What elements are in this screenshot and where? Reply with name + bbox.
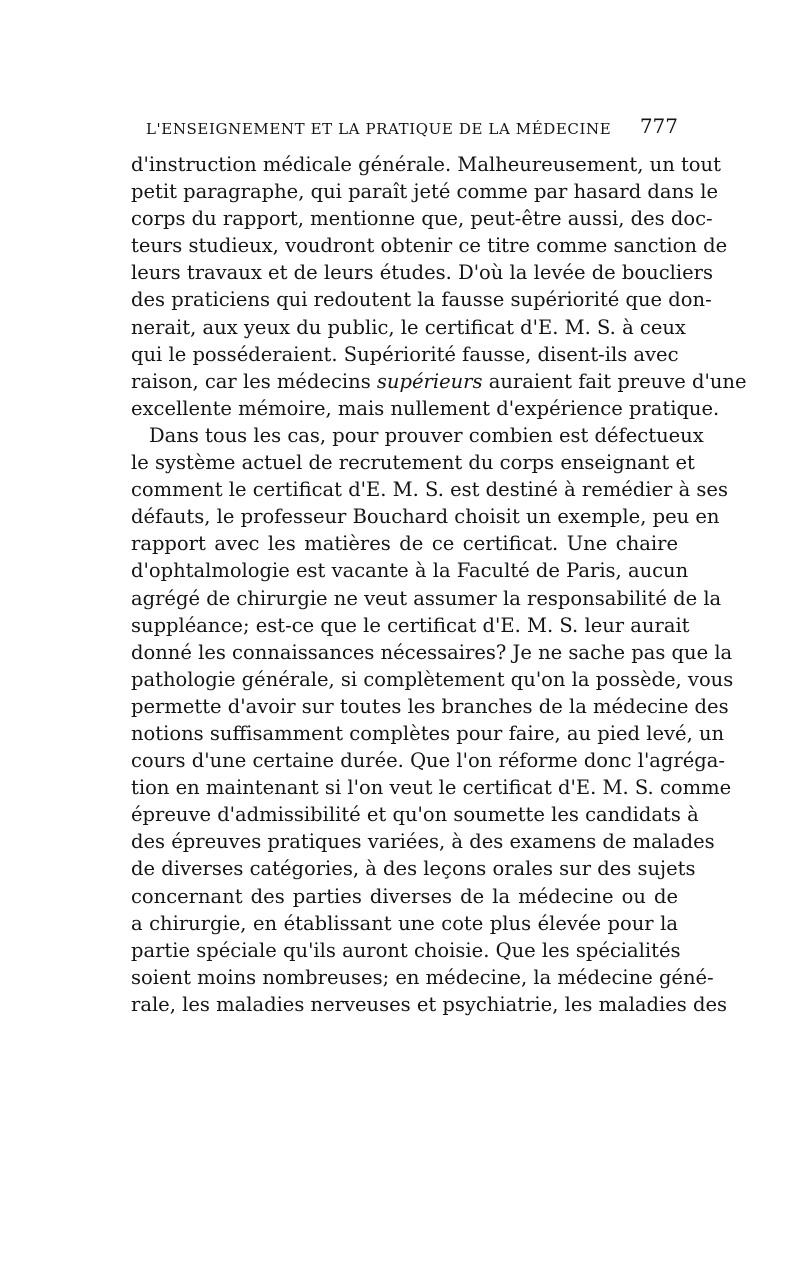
- text-line: suppléance; est-ce que le certificat d'E. M. S. leur aurait: [131, 613, 690, 637]
- running-title: L'ENSEIGNEMENT ET LA PRATIQUE DE LA MÉDECINE: [146, 120, 612, 138]
- text-line: teurs studieux, voudront obtenir ce titre comme sanction de: [131, 234, 728, 258]
- page-number: 777: [639, 114, 678, 138]
- text-line: petit paragraphe, qui paraît jeté comme par hasard dans le: [131, 180, 719, 204]
- text-line: d'instruction médicale générale. Malheureusement, un tout: [131, 153, 721, 176]
- text-line: permette d'avoir sur toutes les branches de la médecine des: [131, 694, 729, 718]
- text-line: qui le posséderaient. Supériorité fausse, disent-ils avec: [131, 342, 679, 366]
- text-line: des épreuves pratiques variées, à des examens de malades: [131, 830, 715, 854]
- text-line: cours d'une certaine durée. Que l'on réforme donc l'agréga-: [131, 749, 725, 773]
- text-line: partie spéciale qu'ils auront choisie. Que les spécialités: [131, 938, 681, 962]
- text-segment: raison, car les médecins: [131, 369, 371, 393]
- text-line: rale, les maladies nerveuses et psychiatrie, les maladies des: [131, 992, 728, 1016]
- text-line: corps du rapport, mentionne que, peut-être aussi, des doc-: [131, 207, 713, 231]
- text-line: rapport avec les matières de ce certificat. Une chaire: [131, 532, 678, 556]
- text-line: excellente mémoire, mais nullement d'expérience pratique.: [131, 396, 720, 420]
- body-text: [131, 151, 747, 1018]
- text-line: notions suffisamment complètes pour faire, au pied levé, un: [131, 721, 725, 745]
- running-head: [146, 114, 678, 144]
- text-line: le système actuel de recrutement du corps enseignant et: [131, 451, 695, 475]
- text-line: de diverses catégories, à des leçons orales sur des sujets: [131, 857, 696, 881]
- text-line: [131, 368, 747, 395]
- text-line: a chirurgie, en établissant une cote plus élevée pour la: [131, 911, 678, 935]
- italic-word: supérieurs: [376, 369, 483, 393]
- text-line: nerait, aux yeux du public, le certificat d'E. M. S. à ceux: [131, 315, 686, 339]
- text-line: des praticiens qui redoutent la fausse supériorité que don-: [131, 288, 712, 312]
- text-line: concernant des parties diverses de la médecine ou de: [131, 884, 678, 908]
- text-line: épreuve d'admissibilité et qu'on soumette les candidats à: [131, 803, 699, 827]
- text-line: leurs travaux et de leurs études. D'où la levée de boucliers: [131, 261, 713, 285]
- text-line: Dans tous les cas, pour prouver combien est défectueux: [149, 423, 704, 447]
- text-line: agrégé de chirurgie ne veut assumer la responsabilité de la: [131, 586, 722, 610]
- text-line: comment le certificat d'E. M. S. est destiné à remédier à ses: [131, 478, 728, 502]
- text-line: donné les connaissances nécessaires? Je ne sache pas que la: [131, 640, 733, 664]
- text-line: tion en maintenant si l'on veut le certificat d'E. M. S. comme: [131, 776, 732, 800]
- text-line: d'ophtalmologie est vacante à la Faculté de Paris, aucun: [131, 559, 689, 583]
- text-line: pathologie générale, si complètement qu'on la possède, vous: [131, 667, 734, 691]
- text-line: soient moins nombreuses; en médecine, la médecine géné-: [131, 965, 714, 989]
- text-line: défauts, le professeur Bouchard choisit un exemple, peu en: [131, 505, 720, 529]
- text-segment: auraient fait preuve d'une: [488, 369, 747, 393]
